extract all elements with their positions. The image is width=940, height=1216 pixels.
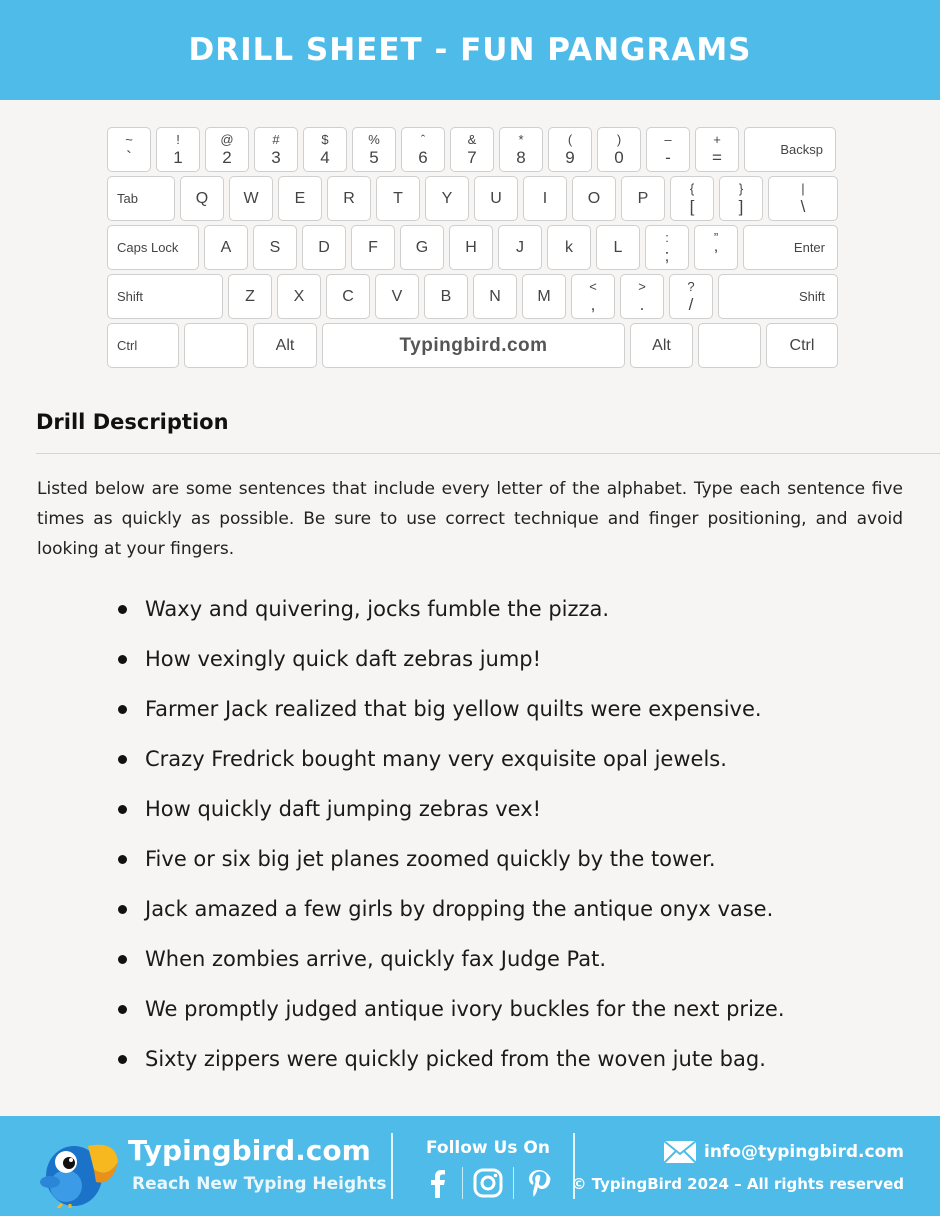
key-x: X bbox=[277, 274, 321, 319]
footer-divider bbox=[391, 1133, 393, 1199]
key-o: O bbox=[572, 176, 616, 221]
key-c: C bbox=[326, 274, 370, 319]
key-0: ) 0 bbox=[597, 127, 641, 172]
bullet-icon bbox=[118, 705, 127, 714]
key-2: @ 2 bbox=[205, 127, 249, 172]
keyboard-diagram bbox=[107, 127, 835, 372]
key-right-bracket: } ] bbox=[719, 176, 763, 221]
bullet-icon bbox=[118, 905, 127, 914]
key-l: L bbox=[596, 225, 640, 270]
bullet-icon bbox=[118, 655, 127, 664]
pangram-list bbox=[118, 584, 785, 1084]
email-address: info@typingbird.com bbox=[704, 1142, 904, 1162]
social-divider bbox=[513, 1167, 514, 1199]
key-backslash: | \ bbox=[768, 176, 838, 221]
key-backspace: Backsp bbox=[744, 127, 836, 172]
key-3: # 3 bbox=[254, 127, 298, 172]
follow-us-label: Follow Us On bbox=[426, 1138, 550, 1158]
footer-brand[interactable]: Typingbird.com bbox=[128, 1134, 371, 1167]
keyboard-row-bottom bbox=[107, 274, 835, 319]
bullet-icon bbox=[118, 805, 127, 814]
key-equals: + = bbox=[695, 127, 739, 172]
list-item: We promptly judged antique ivory buckles for the next prize. bbox=[118, 984, 785, 1034]
key-t: T bbox=[376, 176, 420, 221]
key-d: D bbox=[302, 225, 346, 270]
key-period: > . bbox=[620, 274, 664, 319]
key-y: Y bbox=[425, 176, 469, 221]
key-4: $ 4 bbox=[303, 127, 347, 172]
key-k: k bbox=[547, 225, 591, 270]
key-f: F bbox=[351, 225, 395, 270]
footer-tagline: Reach New Typing Heights bbox=[132, 1174, 387, 1194]
key-quote: ” ’ bbox=[694, 225, 738, 270]
list-item: When zombies arrive, quickly fax Judge Pat. bbox=[118, 934, 785, 984]
bullet-icon bbox=[118, 1005, 127, 1014]
key-j: J bbox=[498, 225, 542, 270]
key-u: U bbox=[474, 176, 518, 221]
key-9: ( 9 bbox=[548, 127, 592, 172]
list-item: How quickly daft jumping zebras vex! bbox=[118, 784, 785, 834]
page-title: DRILL SHEET - FUN PANGRAMS bbox=[188, 32, 752, 68]
key-6: ˆ 6 bbox=[401, 127, 445, 172]
key-comma: < , bbox=[571, 274, 615, 319]
key-w: W bbox=[229, 176, 273, 221]
drill-description-text: Listed below are some sentences that include every letter of the alphabet. Type each sentence five times as quickly as possible. Be sure to use correct technique and finger positioning, and avoid looking at your fingers. bbox=[37, 479, 903, 559]
bird-logo-icon bbox=[36, 1126, 122, 1208]
key-alt-left: Alt bbox=[253, 323, 317, 368]
keyboard-row-home bbox=[107, 225, 835, 270]
list-item: Jack amazed a few girls by dropping the antique onyx vase. bbox=[118, 884, 785, 934]
key-ctrl-right: Ctrl bbox=[766, 323, 838, 368]
page-header bbox=[0, 0, 940, 100]
keyboard-row-top bbox=[107, 176, 835, 221]
key-s: S bbox=[253, 225, 297, 270]
instagram-icon[interactable] bbox=[471, 1166, 505, 1200]
key-8: * 8 bbox=[499, 127, 543, 172]
key-shift-left: Shift bbox=[107, 274, 223, 319]
keyboard-row-numbers bbox=[107, 127, 835, 172]
drill-description-title: Drill Description bbox=[36, 410, 229, 434]
facebook-icon[interactable] bbox=[420, 1166, 454, 1200]
copyright-text: © TypingBird 2024 – All rights reserved bbox=[571, 1175, 904, 1193]
key-shift-right: Shift bbox=[718, 274, 838, 319]
key-b: B bbox=[424, 274, 468, 319]
key-z: Z bbox=[228, 274, 272, 319]
list-item: Sixty zippers were quickly picked from the woven jute bag. bbox=[118, 1034, 785, 1084]
key-7: & 7 bbox=[450, 127, 494, 172]
key-left-bracket: { [ bbox=[670, 176, 714, 221]
list-item: Crazy Fredrick bought many very exquisite opal jewels. bbox=[118, 734, 785, 784]
key-g: G bbox=[400, 225, 444, 270]
key-q: Q bbox=[180, 176, 224, 221]
key-space: Typingbird.com bbox=[322, 323, 625, 368]
bullet-icon bbox=[118, 955, 127, 964]
key-semicolon: : ; bbox=[645, 225, 689, 270]
key-ctrl-left: Ctrl bbox=[107, 323, 179, 368]
list-item: Waxy and quivering, jocks fumble the pizza. bbox=[118, 584, 785, 634]
key-n: N bbox=[473, 274, 517, 319]
key-alt-right: Alt bbox=[630, 323, 693, 368]
key-a: A bbox=[204, 225, 248, 270]
key-e: E bbox=[278, 176, 322, 221]
footer-email[interactable] bbox=[663, 1140, 904, 1164]
mail-icon bbox=[663, 1140, 697, 1164]
key-caps-lock: Caps Lock bbox=[107, 225, 199, 270]
key-enter: Enter bbox=[743, 225, 838, 270]
key-slash: ? / bbox=[669, 274, 713, 319]
bullet-icon bbox=[118, 605, 127, 614]
pinterest-icon[interactable] bbox=[522, 1166, 556, 1200]
key-p: P bbox=[621, 176, 665, 221]
social-divider bbox=[462, 1167, 463, 1199]
key-i: I bbox=[523, 176, 567, 221]
social-links bbox=[420, 1166, 556, 1200]
list-item: Farmer Jack realized that big yellow quilts were expensive. bbox=[118, 684, 785, 734]
page-footer bbox=[0, 1116, 940, 1216]
key-v: V bbox=[375, 274, 419, 319]
key-tab: Tab bbox=[107, 176, 175, 221]
key-backtick: ~ ` bbox=[107, 127, 151, 172]
list-item: How vexingly quick daft zebras jump! bbox=[118, 634, 785, 684]
key-1: ! 1 bbox=[156, 127, 200, 172]
bullet-icon bbox=[118, 1055, 127, 1064]
key-blank-right bbox=[698, 323, 761, 368]
list-item: Five or six big jet planes zoomed quickly by the tower. bbox=[118, 834, 785, 884]
keyboard-row-space bbox=[107, 323, 835, 368]
key-5: % 5 bbox=[352, 127, 396, 172]
key-minus: – - bbox=[646, 127, 690, 172]
bullet-icon bbox=[118, 755, 127, 764]
key-h: H bbox=[449, 225, 493, 270]
bullet-icon bbox=[118, 855, 127, 864]
key-blank-left bbox=[184, 323, 248, 368]
key-m: M bbox=[522, 274, 566, 319]
section-divider bbox=[36, 453, 940, 454]
key-r: R bbox=[327, 176, 371, 221]
